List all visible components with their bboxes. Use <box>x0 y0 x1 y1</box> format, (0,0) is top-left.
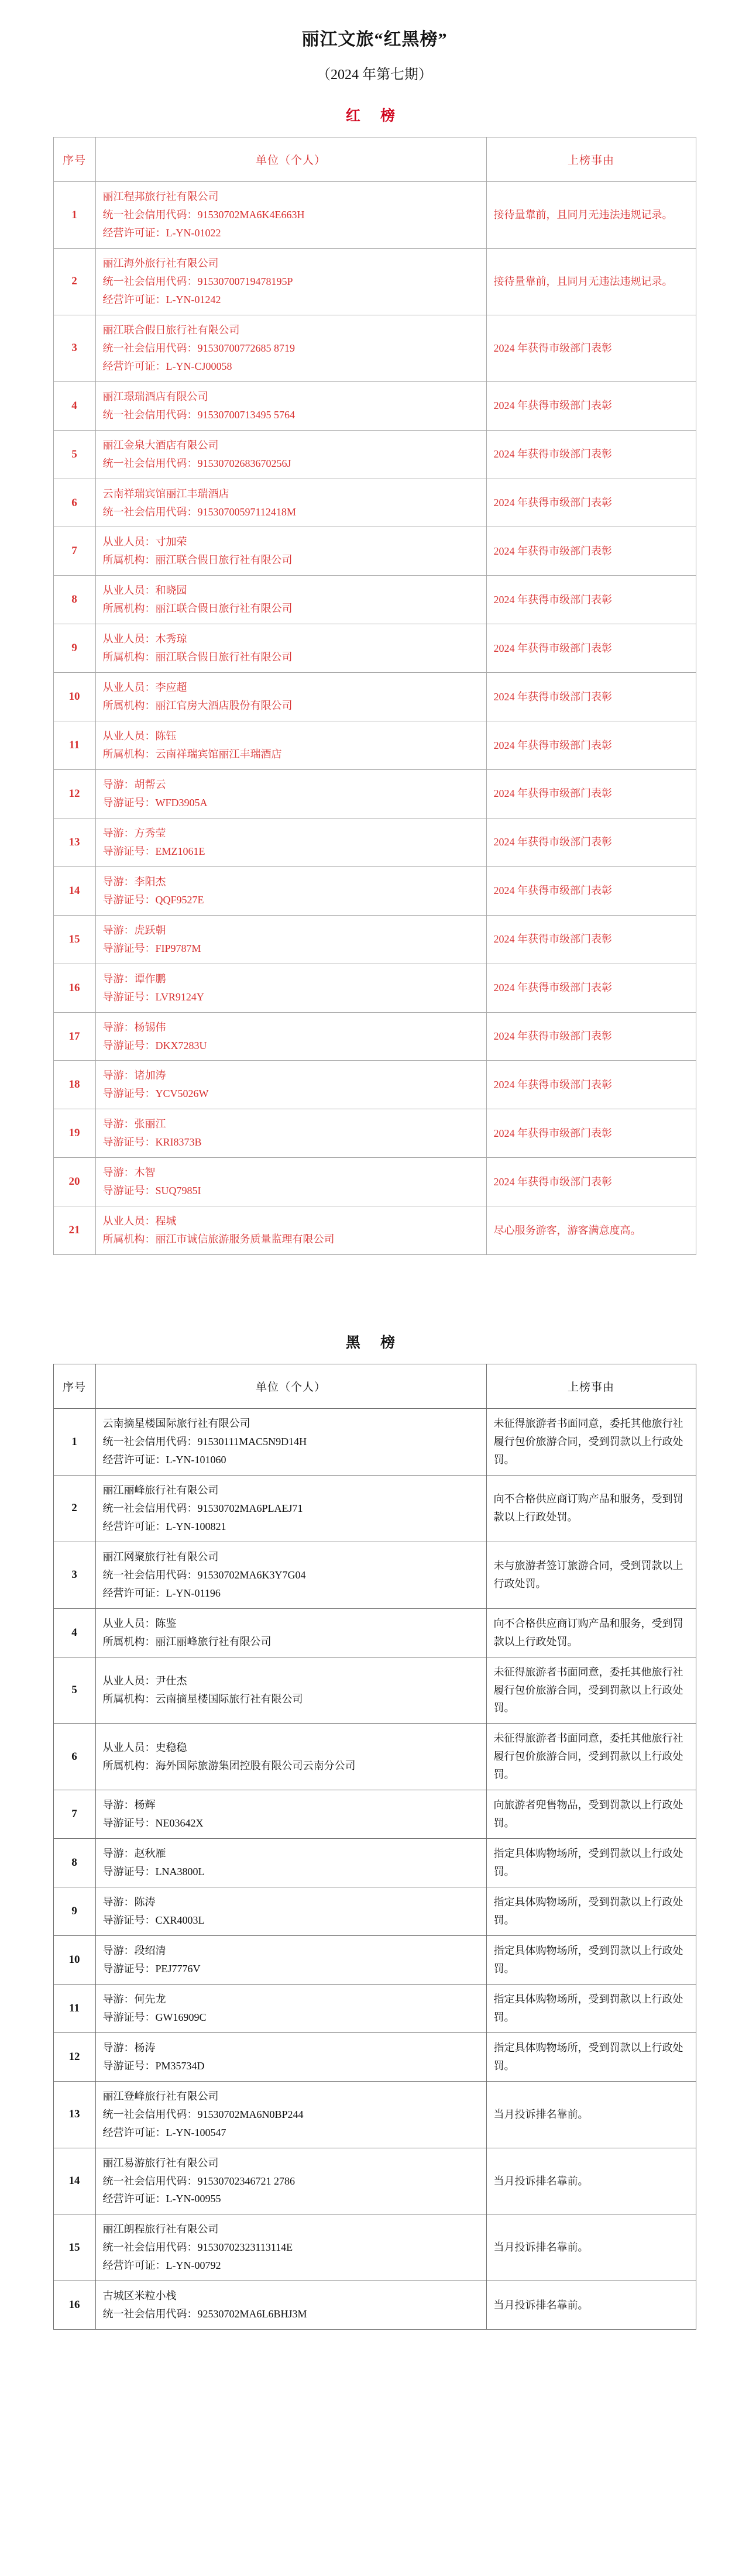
unit-line: 所属机构：丽江联合假日旅行社有限公司 <box>102 554 293 566</box>
row-index-cell: 21 <box>53 1206 95 1255</box>
row-index-cell: 18 <box>53 1061 95 1109</box>
reason-cell: 2024 年获得市级部门表彰 <box>486 1061 696 1109</box>
reason-cell: 当月投诉排名靠前。 <box>486 2281 696 2330</box>
row-index-cell: 6 <box>53 479 95 527</box>
reason-cell: 指定具体购物场所，受到罚款以上行政处罚。 <box>486 2032 696 2081</box>
unit-cell <box>95 866 486 915</box>
reason-cell: 2024 年获得市级部门表彰 <box>486 1109 696 1158</box>
row-index-cell: 6 <box>53 1724 95 1790</box>
section-spacer <box>0 1255 749 1311</box>
unit-line: 导游证号：LNA3800L <box>102 1866 205 1878</box>
unit-line: 导游：何先龙 <box>102 1993 166 2005</box>
unit-line: 从业人员：程城 <box>102 1215 177 1227</box>
unit-cell <box>95 1724 486 1790</box>
table-row <box>53 2081 696 2148</box>
reason-cell: 向不合格供应商订购产品和服务，受到罚款以上行政处罚。 <box>486 1608 696 1657</box>
table-row <box>53 249 696 315</box>
unit-line: 从业人员：尹仕杰 <box>102 1675 187 1687</box>
unit-line: 经营许可证：L-YN-01242 <box>102 293 221 305</box>
reason-cell: 指定具体购物场所，受到罚款以上行政处罚。 <box>486 1984 696 2032</box>
table-row <box>53 964 696 1012</box>
unit-cell <box>95 1887 486 1936</box>
unit-cell <box>95 1158 486 1206</box>
row-index-cell: 20 <box>53 1158 95 1206</box>
unit-line: 丽江丽峰旅行社有限公司 <box>102 1484 219 1496</box>
row-index-cell: 12 <box>53 2032 95 2081</box>
reason-cell: 2024 年获得市级部门表彰 <box>486 866 696 915</box>
unit-line: 经营许可证：L-YN-100821 <box>102 1520 226 1532</box>
row-index-cell: 9 <box>53 1887 95 1936</box>
unit-line: 导游证号：KRI8373B <box>102 1136 202 1148</box>
unit-line: 丽江易游旅行社有限公司 <box>102 2157 219 2169</box>
table-row <box>53 1984 696 2032</box>
reason-cell: 2024 年获得市级部门表彰 <box>486 479 696 527</box>
unit-line: 导游：杨辉 <box>102 1799 156 1811</box>
reason-cell: 2024 年获得市级部门表彰 <box>486 770 696 818</box>
unit-cell <box>95 1109 486 1158</box>
table-row <box>53 721 696 770</box>
row-index-cell: 5 <box>53 1657 95 1724</box>
black-board-heading: 黑 榜 <box>345 1335 404 1351</box>
unit-line: 统一社会信用代码：91530700597112418M <box>102 505 296 518</box>
unit-line: 统一社会信用代码：91530700719478195P <box>102 276 293 287</box>
table-row <box>53 673 696 721</box>
unit-line: 丽江金泉大酒店有限公司 <box>102 439 219 451</box>
unit-line: 经营许可证：L-YN-00792 <box>102 2259 221 2272</box>
unit-cell <box>95 2214 486 2281</box>
row-index-cell: 8 <box>53 1839 95 1887</box>
table-row <box>53 624 696 673</box>
unit-line: 从业人员：和晓园 <box>102 584 187 597</box>
unit-line: 导游证号：LVR9124Y <box>102 990 204 1003</box>
table-row <box>53 2214 696 2281</box>
reason-cell: 指定具体购物场所，受到罚款以上行政处罚。 <box>486 1839 696 1887</box>
table-row <box>53 527 696 576</box>
table-row <box>53 381 696 430</box>
row-index-cell: 15 <box>53 915 95 964</box>
reason-cell: 2024 年获得市级部门表彰 <box>486 527 696 576</box>
unit-line: 经营许可证：L-YN-CJ00058 <box>102 360 232 372</box>
row-index-cell: 10 <box>53 673 95 721</box>
unit-line: 所属机构：云南摘星楼国际旅行社有限公司 <box>102 1693 303 1705</box>
reason-cell: 指定具体购物场所，受到罚款以上行政处罚。 <box>486 1887 696 1936</box>
unit-line: 所属机构：丽江官房大酒店股份有限公司 <box>102 700 293 712</box>
unit-line: 所属机构：丽江丽峰旅行社有限公司 <box>102 1635 272 1648</box>
unit-line: 所属机构：云南祥瑞宾馆丽江丰瑞酒店 <box>102 748 282 761</box>
row-index-cell: 2 <box>53 249 95 315</box>
unit-line: 丽江登峰旅行社有限公司 <box>102 2090 219 2102</box>
black-board-table <box>53 1364 696 2330</box>
unit-cell <box>95 1790 486 1839</box>
unit-cell <box>95 964 486 1012</box>
unit-cell <box>95 624 486 673</box>
column-header-reason: 上榜事由 <box>486 137 696 182</box>
unit-line: 导游：李阳杰 <box>102 875 166 888</box>
unit-cell <box>95 1657 486 1724</box>
unit-line: 导游证号：CXR4003L <box>102 1914 205 1927</box>
table-row <box>53 1012 696 1061</box>
reason-cell: 2024 年获得市级部门表彰 <box>486 721 696 770</box>
reason-cell: 未征得旅游者书面同意，委托其他旅行社履行包价旅游合同，受到罚款以上行政处罚。 <box>486 1409 696 1476</box>
row-index-cell: 16 <box>53 2281 95 2330</box>
page-bottom-spacer <box>0 2330 749 2365</box>
table-row <box>53 315 696 381</box>
table-row <box>53 1475 696 1542</box>
unit-cell <box>95 1542 486 1608</box>
table-row <box>53 2032 696 2081</box>
table-row <box>53 1887 696 1936</box>
row-index-cell: 3 <box>53 315 95 381</box>
unit-line: 经营许可证：L-YN-01022 <box>102 227 221 239</box>
reason-cell: 2024 年获得市级部门表彰 <box>486 1012 696 1061</box>
unit-line: 统一社会信用代码：92530702MA6L6BHJ3M <box>102 2308 307 2320</box>
unit-cell <box>95 915 486 964</box>
unit-cell <box>95 430 486 479</box>
table-row <box>53 866 696 915</box>
red-board-heading: 红 榜 <box>345 108 404 125</box>
unit-cell <box>95 818 486 866</box>
row-index-cell: 7 <box>53 1790 95 1839</box>
table-row <box>53 2148 696 2214</box>
reason-cell: 未征得旅游者书面同意，委托其他旅行社履行包价旅游合同，受到罚款以上行政处罚。 <box>486 1724 696 1790</box>
unit-line: 所属机构：海外国际旅游集团控股有限公司云南分公司 <box>102 1759 356 1772</box>
table-row <box>53 1206 696 1255</box>
unit-cell <box>95 1061 486 1109</box>
row-index-cell: 13 <box>53 818 95 866</box>
table-row <box>53 1061 696 1109</box>
column-header-unit: 单位（个人） <box>95 1364 486 1409</box>
row-index-cell: 14 <box>53 2148 95 2214</box>
unit-line: 导游：谭作鹏 <box>102 972 166 985</box>
unit-line: 经营许可证：L-YN-100547 <box>102 2126 226 2138</box>
page-title: 丽江文旅“红黑榜” <box>301 30 448 49</box>
reason-cell: 向不合格供应商订购产品和服务，受到罚款以上行政处罚。 <box>486 1475 696 1542</box>
unit-line: 导游证号：SUQ7985I <box>102 1185 201 1197</box>
reason-cell: 当月投诉排名靠前。 <box>486 2214 696 2281</box>
table-row <box>53 1608 696 1657</box>
table-row <box>53 430 696 479</box>
reason-cell: 2024 年获得市级部门表彰 <box>486 315 696 381</box>
unit-cell <box>95 2281 486 2330</box>
reason-cell: 指定具体购物场所，受到罚款以上行政处罚。 <box>486 1936 696 1985</box>
unit-line: 经营许可证：L-YN-101060 <box>102 1453 226 1466</box>
table-row <box>53 1657 696 1724</box>
unit-line: 统一社会信用代码：91530702683670256J <box>102 457 291 469</box>
reason-cell: 尽心服务游客，游客满意度高。 <box>486 1206 696 1255</box>
unit-cell <box>95 1409 486 1476</box>
unit-line: 导游证号：FIP9787M <box>102 942 201 954</box>
unit-line: 导游证号：QQF9527E <box>102 893 204 906</box>
reason-cell: 2024 年获得市级部门表彰 <box>486 576 696 624</box>
table-row <box>53 915 696 964</box>
reason-cell: 未征得旅游者书面同意，委托其他旅行社履行包价旅游合同，受到罚款以上行政处罚。 <box>486 1657 696 1724</box>
row-index-cell: 12 <box>53 770 95 818</box>
reason-cell: 2024 年获得市级部门表彰 <box>486 964 696 1012</box>
table-row <box>53 818 696 866</box>
unit-cell <box>95 315 486 381</box>
table-row <box>53 479 696 527</box>
unit-cell <box>95 1206 486 1255</box>
unit-line: 从业人员：陈鉴 <box>102 1617 177 1629</box>
unit-cell <box>95 1839 486 1887</box>
unit-line: 导游证号：YCV5026W <box>102 1088 209 1100</box>
column-header-no: 序号 <box>53 1364 95 1409</box>
unit-line: 从业人员：李应超 <box>102 682 187 694</box>
row-index-cell: 9 <box>53 624 95 673</box>
reason-cell: 2024 年获得市级部门表彰 <box>486 673 696 721</box>
unit-line: 丽江海外旅行社有限公司 <box>102 257 219 270</box>
table-row <box>53 1790 696 1839</box>
unit-line: 丽江网聚旅行社有限公司 <box>102 1550 219 1563</box>
reason-cell: 未与旅游者签订旅游合同，受到罚款以上行政处罚。 <box>486 1542 696 1608</box>
row-index-cell: 13 <box>53 2081 95 2148</box>
row-index-cell: 7 <box>53 527 95 576</box>
red-board-table <box>53 137 696 1255</box>
unit-line: 从业人员：寸加荣 <box>102 536 187 548</box>
column-header-reason: 上榜事由 <box>486 1364 696 1409</box>
unit-cell <box>95 673 486 721</box>
unit-line: 导游：诸加涛 <box>102 1069 166 1082</box>
row-index-cell: 1 <box>53 1409 95 1476</box>
row-index-cell: 17 <box>53 1012 95 1061</box>
unit-cell <box>95 1984 486 2032</box>
row-index-cell: 4 <box>53 1608 95 1657</box>
unit-line: 统一社会信用代码：91530700713495 5764 <box>102 408 295 421</box>
row-index-cell: 10 <box>53 1936 95 1985</box>
unit-cell <box>95 1608 486 1657</box>
unit-line: 统一社会信用代码：91530702346721 2786 <box>102 2175 295 2187</box>
unit-line: 统一社会信用代码：91530702MA6K3Y7G04 <box>102 1569 306 1581</box>
unit-line: 统一社会信用代码：91530702MA6PLAEJ71 <box>102 1502 303 1514</box>
unit-line: 导游：杨涛 <box>102 2041 156 2054</box>
unit-line: 所属机构：丽江联合假日旅行社有限公司 <box>102 603 293 615</box>
row-index-cell: 11 <box>53 1984 95 2032</box>
table-row <box>53 1542 696 1608</box>
unit-cell <box>95 770 486 818</box>
unit-line: 导游证号：NE03642X <box>102 1817 204 1829</box>
page-subtitle: （2024 年第七期） <box>317 67 432 82</box>
unit-line: 导游：杨锡伟 <box>102 1021 166 1033</box>
unit-cell <box>95 2081 486 2148</box>
table-row <box>53 182 696 249</box>
unit-line: 从业人员：史稳稳 <box>102 1741 187 1753</box>
reason-cell: 接待量靠前，且同月无违法违规记录。 <box>486 182 696 249</box>
table-row <box>53 1109 696 1158</box>
unit-cell <box>95 2148 486 2214</box>
table-header-row <box>53 137 696 182</box>
table-header-row <box>53 1364 696 1409</box>
unit-line: 统一社会信用代码：91530702323113114E <box>102 2241 293 2254</box>
reason-cell: 2024 年获得市级部门表彰 <box>486 1158 696 1206</box>
unit-line: 导游证号：PEJ7776V <box>102 1962 201 1975</box>
row-index-cell: 16 <box>53 964 95 1012</box>
reason-cell: 当月投诉排名靠前。 <box>486 2148 696 2214</box>
unit-line: 导游证号：PM35734D <box>102 2059 205 2072</box>
unit-line: 从业人员：陈钰 <box>102 730 177 742</box>
row-index-cell: 15 <box>53 2214 95 2281</box>
unit-line: 经营许可证：L-YN-01196 <box>102 1587 221 1599</box>
unit-line: 丽江联合假日旅行社有限公司 <box>102 324 240 336</box>
table-row <box>53 1839 696 1887</box>
unit-cell <box>95 1936 486 1985</box>
table-row <box>53 1409 696 1476</box>
unit-line: 导游：赵秋雁 <box>102 1848 166 1860</box>
unit-line: 丽江朗程旅行社有限公司 <box>102 2223 219 2235</box>
unit-cell <box>95 576 486 624</box>
reason-cell: 2024 年获得市级部门表彰 <box>486 430 696 479</box>
reason-cell: 接待量靠前，且同月无违法违规记录。 <box>486 249 696 315</box>
row-index-cell: 5 <box>53 430 95 479</box>
unit-line: 导游：木智 <box>102 1167 156 1179</box>
unit-line: 导游证号：GW16909C <box>102 2011 207 2023</box>
row-index-cell: 19 <box>53 1109 95 1158</box>
unit-line: 导游证号：DKX7283U <box>102 1039 207 1051</box>
reason-cell: 当月投诉排名靠前。 <box>486 2081 696 2148</box>
unit-cell <box>95 381 486 430</box>
unit-cell <box>95 479 486 527</box>
table-row <box>53 1724 696 1790</box>
table-row <box>53 1936 696 1985</box>
unit-line: 云南祥瑞宾馆丽江丰瑞酒店 <box>102 487 229 500</box>
row-index-cell: 4 <box>53 381 95 430</box>
unit-line: 导游证号：WFD3905A <box>102 796 208 809</box>
black-board-body <box>53 1409 696 2330</box>
reason-cell: 2024 年获得市级部门表彰 <box>486 381 696 430</box>
table-row <box>53 770 696 818</box>
table-row <box>53 576 696 624</box>
reason-cell: 2024 年获得市级部门表彰 <box>486 818 696 866</box>
unit-line: 导游证号：EMZ1061E <box>102 845 205 857</box>
row-index-cell: 11 <box>53 721 95 770</box>
row-index-cell: 8 <box>53 576 95 624</box>
reason-cell: 2024 年获得市级部门表彰 <box>486 624 696 673</box>
unit-line: 统一社会信用代码：91530111MAC5N9D14H <box>102 1436 307 1448</box>
reason-cell: 2024 年获得市级部门表彰 <box>486 915 696 964</box>
unit-line: 导游：陈涛 <box>102 1896 156 1908</box>
unit-cell <box>95 249 486 315</box>
unit-cell <box>95 2032 486 2081</box>
column-header-no: 序号 <box>53 137 95 182</box>
row-index-cell: 1 <box>53 182 95 249</box>
reason-cell: 向旅游者兜售物品，受到罚款以上行政处罚。 <box>486 1790 696 1839</box>
unit-cell <box>95 182 486 249</box>
table-row <box>53 2281 696 2330</box>
unit-line: 从业人员：木秀琼 <box>102 633 187 645</box>
unit-line: 导游：段绍清 <box>102 1945 166 1956</box>
unit-cell <box>95 721 486 770</box>
unit-cell <box>95 1475 486 1542</box>
unit-cell <box>95 1012 486 1061</box>
unit-line: 导游：胡帮云 <box>102 779 166 791</box>
unit-line: 统一社会信用代码：91530702MA6K4E663H <box>102 209 305 221</box>
table-row <box>53 1158 696 1206</box>
unit-line: 经营许可证：L-YN-00955 <box>102 2193 221 2205</box>
unit-line: 所属机构：丽江联合假日旅行社有限公司 <box>102 651 293 663</box>
row-index-cell: 14 <box>53 866 95 915</box>
unit-line: 云南摘星楼国际旅行社有限公司 <box>102 1418 250 1430</box>
unit-line: 丽江璟瑞酒店有限公司 <box>102 390 208 403</box>
unit-line: 导游：方秀莹 <box>102 827 166 839</box>
row-index-cell: 2 <box>53 1475 95 1542</box>
unit-line: 丽江程邦旅行社有限公司 <box>102 191 219 203</box>
red-board-body <box>53 182 696 1255</box>
unit-line: 古城区米粒小栈 <box>102 2290 177 2302</box>
unit-line: 统一社会信用代码：91530700772685 8719 <box>102 342 295 354</box>
unit-line: 统一社会信用代码：91530702MA6N0BP244 <box>102 2108 304 2120</box>
unit-cell <box>95 527 486 576</box>
unit-line: 导游：张丽江 <box>102 1118 166 1130</box>
column-header-unit: 单位（个人） <box>95 137 486 182</box>
unit-line: 所属机构：丽江市诚信旅游服务质量监理有限公司 <box>102 1233 335 1246</box>
unit-line: 导游：虎跃朝 <box>102 924 166 936</box>
row-index-cell: 3 <box>53 1542 95 1608</box>
